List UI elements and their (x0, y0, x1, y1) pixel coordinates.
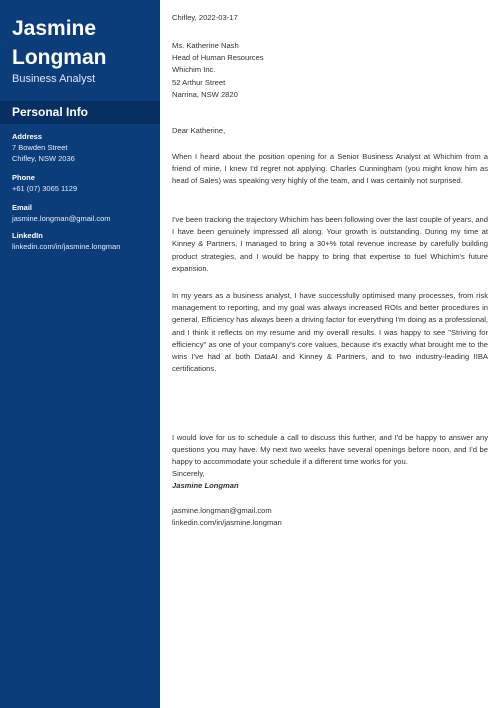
first-name: Jasmine (12, 17, 97, 40)
personal-info-header (0, 101, 160, 124)
paragraph-3: In my years as a business analyst, I have successfully optimised many processes, from risk management to reporting, and my goal was always increased ROIs and better procedures in general. Efficiency has always been a driving factor for everything I'm doing as a professional, and I think it reflects on my resume and my overall results. I was happy to see "Striving for efficiency" as one of your company's core values, because it's exactly what brought me to the wins I've had at both DataAI and Kinney & Partners, and to two industry-leading IIBA certifications. (172, 291, 488, 374)
email-link[interactable]: jasmine.longman@gmail.com (12, 214, 111, 223)
last-name: Longman (12, 46, 107, 69)
letter-date: Chifley, 2022-03-17 (172, 13, 238, 22)
phone-label: Phone (12, 173, 35, 182)
recipient-city: Narrina, NSW 2820 (172, 89, 238, 99)
applicant-name (12, 14, 107, 72)
address-line1: 7 Bowden Street (12, 143, 68, 152)
footer-email[interactable]: jasmine.longman@gmail.com (172, 506, 272, 515)
recipient-company: Whichim Inc. (172, 65, 216, 75)
section-title: Personal Info (12, 105, 89, 119)
greeting: Dear Katherine, (172, 126, 226, 135)
footer-contact (172, 505, 282, 529)
recipient-name: Ms. Katherine Nash (172, 41, 239, 50)
email-label: Email (12, 203, 33, 212)
phone-value: +61 (07) 3065 1129 (12, 184, 78, 193)
job-title: Business Analyst (12, 73, 96, 85)
paragraph-1: When I heard about the position opening for a Senior Business Analyst at Whichim from a friend of mine, I knew I'd regret not applying. Charles Cunningham (you might know him as head of Sales) was speaking very highly of the team, and I was certainly not surprised. (172, 152, 488, 186)
address-block (12, 131, 75, 164)
paragraph-4: I would love for us to schedule a call to discuss this further, and I'd be happy to answer any questions you may have. My next two weeks have several openings before noon, and I'd be happy to accommodate your schedule if a different time works for you. (172, 433, 488, 467)
sidebar (0, 0, 160, 708)
footer-linkedin[interactable]: linkedin.com/in/jasmine.longman (172, 518, 282, 528)
recipient-block (172, 40, 264, 101)
recipient-title: Head of Human Resources (172, 53, 264, 63)
signature: Jasmine Longman (172, 481, 239, 490)
linkedin-block (12, 230, 120, 252)
linkedin-link[interactable]: linkedin.com/in/jasmine.longman (12, 242, 121, 251)
paragraph-2: I've been tracking the trajectory Whichim has been following over the last couple of years, and I have been genuinely impressed all along. Your growth is outstanding. During my time at Kinney & Partners, I managed to bring a 30+% total revenue increase by carefully building product strategies, and I would be happy to bring that expertise to fuel Whichim's future expansion. (172, 215, 488, 273)
address-line2: Chifley, NSW 2036 (12, 154, 75, 163)
closing: Sincerely, (172, 469, 205, 478)
phone-block (12, 172, 77, 194)
recipient-street: 52 Arthur Street (172, 77, 226, 87)
email-block (12, 202, 111, 224)
address-label: Address (12, 132, 43, 141)
linkedin-label: LinkedIn (12, 231, 43, 240)
